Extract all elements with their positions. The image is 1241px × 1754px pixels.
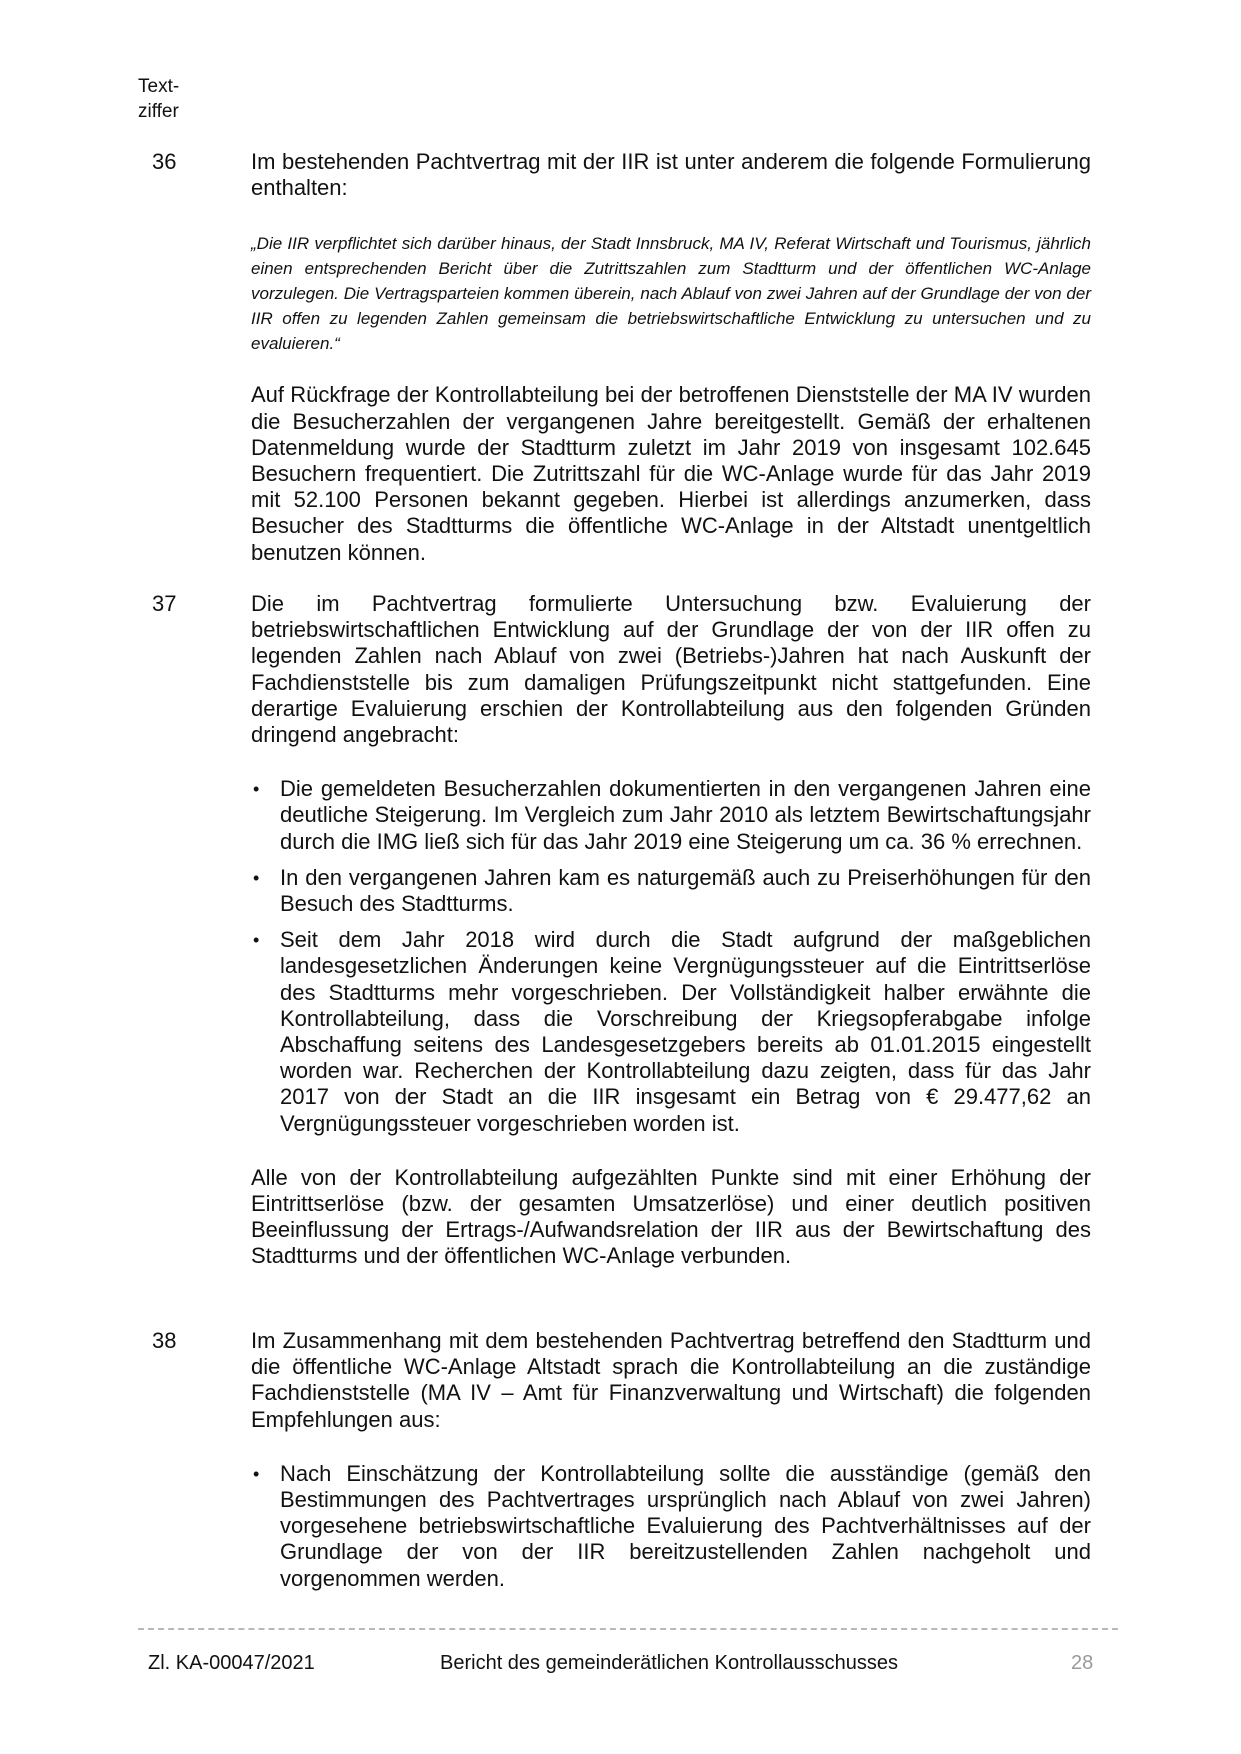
bullet-list	[251, 1461, 1091, 1592]
section-intro: Die im Pachtvertrag formulierte Untersuchung bzw. Evaluierung der betriebswirtschaftlichen Entwicklung auf der Grundlage der von der IIR offen zu legenden Zahlen nach Ablauf von zwei (Betriebs-)Jahren hat nach Auskunft der Fachdienststelle bis zum damaligen Prüfungszeitpunkt nicht stattgefunden. Eine derartige Evaluierung erschien der Kontrollabteilung aus den folgenden Gründen dringend angebracht:	[251, 591, 1091, 748]
document-reference: Zl. KA-00047/2021	[148, 1652, 315, 1674]
section-number: 38	[152, 1328, 177, 1353]
section-closing: Alle von der Kontrollabteilung aufgezählten Punkte sind mit einer Erhöhung der Eintrittserlöse (bzw. der gesamten Umsatzerlöse) und einer deutlich positiven Beeinflussung der Ertrags-/Aufwandsrelation der IIR aus der Bewirtschaftung des Stadtturms und der öffentlichen WC-Anlage verbunden.	[251, 1164, 1091, 1269]
section-content	[251, 1328, 1091, 1592]
section-content	[251, 149, 1091, 566]
contract-quote: „Die IIR verpflichtet sich darüber hinaus, der Stadt Innsbruck, MA IV, Referat Wirtschaft und Tourismus, jährlich einen entsprechenden Bericht über die Zutrittszahlen zum Stadtturm und der öffentlichen WC-Anlage vorzulegen. Die Vertragsparteien kommen überein, nach Ablauf von zwei Jahren auf der Grundlage der von der IIR offen zu legenden Zahlen gemeinsam die betriebswirtschaftliche Entwicklung zu untersuchen und zu evaluieren.“	[251, 234, 1091, 354]
section-content	[251, 591, 1091, 1270]
bullet-list	[251, 776, 1091, 1137]
list-item	[251, 776, 1091, 855]
bullet-icon: •	[253, 930, 260, 951]
list-item-text: In den vergangenen Jahren kam es naturgemäß auch zu Preiserhöhungen für den Besuch des Stadtturms.	[280, 864, 1091, 917]
list-item-text: Nach Einschätzung der Kontrollabteilung sollte die ausständige (gemäß den Bestimmungen des Pachtvertrages ursprünglich nach Ablauf von zwei Jahren) vorgesehene betriebswirtschaftliche Evaluierung des Pachtverhältnisses auf der Grundlage der von der IIR bereitzustellenden Zahlen nachgeholt und vorgenommen werden.	[280, 1460, 1091, 1591]
textziffer-label: Text- ziffer	[138, 76, 180, 122]
report-title: Bericht des gemeinderätlichen Kontrollausschusses	[440, 1652, 899, 1674]
footer-divider	[138, 1628, 1118, 1630]
page-number: 28	[1071, 1652, 1094, 1674]
list-item	[251, 927, 1091, 1137]
bullet-icon: •	[253, 867, 260, 888]
section-intro: Im Zusammenhang mit dem bestehenden Pachtvertrag betreffend den Stadtturm und die öffentliche WC-Anlage Altstadt sprach die Kontrollabteilung an die zuständige Fachdienststelle (MA IV – Amt für Finanzverwaltung und Wirtschaft) die folgenden Empfehlungen aus:	[251, 1328, 1091, 1432]
bullet-icon: •	[253, 1463, 260, 1484]
list-item-text: Seit dem Jahr 2018 wird durch die Stadt aufgrund der maßgeblichen landesgesetzlichen Änderungen keine Vergnügungssteuer auf die Eintrittserlöse des Stadtturms mehr vorgeschrieben. Der Vollständigkeit halber erwähnte die Kontrollabteilung, dass die Vorschreibung der Kriegsopferabgabe infolge Abschaffung seitens des Landesgesetzgebers bereits ab 01.01.2015 eingestellt worden war. Recherchen der Kontrollabteilung dazu zeigten, dass für das Jahr 2017 von der Stadt an die IIR insgesamt ein Betrag von € 29.477,62 an Vergnügungssteuer vorgeschrieben worden ist.	[280, 927, 1091, 1136]
section-number: 36	[152, 149, 177, 174]
list-item	[251, 865, 1091, 917]
section-intro: Im bestehenden Pachtvertrag mit der IIR ist unter anderem die folgende Formulierung enthalten:	[251, 149, 1091, 201]
section-paragraph: Auf Rückfrage der Kontrollabteilung bei der betroffenen Dienststelle der MA IV wurden die Besucherzahlen der vergangenen Jahre bereitgestellt. Gemäß der erhaltenen Datenmeldung wurde der Stadtturm zuletzt im Jahr 2019 von insgesamt 102.645 Besuchern frequentiert. Die Zutrittszahl für die WC-Anlage wurde für das Jahr 2019 mit 52.100 Personen bekannt gegeben. Hierbei ist allerdings anzumerken, dass Besucher des Stadtturms die öffentliche WC-Anlage in der Altstadt unentgeltlich benutzen können.	[251, 382, 1091, 565]
list-item-text: Die gemeldeten Besucherzahlen dokumentierten in den vergangenen Jahren eine deutliche Steigerung. Im Vergleich zum Jahr 2010 als letztem Bewirtschaftungsjahr durch die IMG ließ sich für das Jahr 2019 eine Steigerung um ca. 36 % errechnen.	[280, 776, 1091, 854]
section-number: 37	[152, 591, 177, 616]
bullet-icon: •	[253, 779, 260, 800]
list-item	[251, 1461, 1091, 1592]
